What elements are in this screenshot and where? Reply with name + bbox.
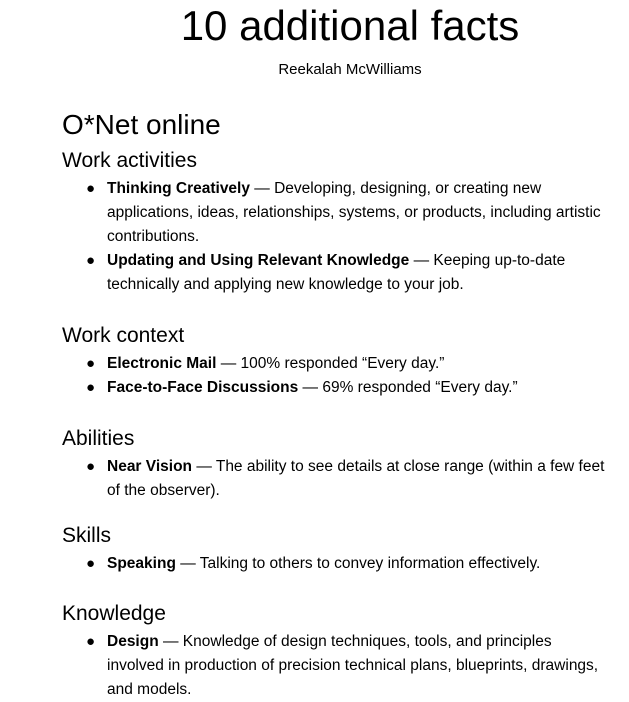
list-item — [84, 552, 612, 576]
subheading-skills: Skills — [62, 524, 112, 547]
fact-description: — Keeping up-to-date technically and applying new knowledge to your job. — [107, 252, 566, 293]
fact-description: — 100% responded “Every day.” — [216, 355, 445, 372]
bullet-icon: ● — [86, 458, 96, 475]
fact-term: Design — [107, 633, 159, 650]
fact-description: — Talking to others to convey information effectively. — [175, 555, 541, 572]
fact-description: — The ability to see details at close range (within a few feet of the observer). — [107, 458, 605, 499]
fact-term: Face-to-Face Discussions — [107, 379, 299, 396]
bullet-icon: ● — [86, 633, 96, 650]
fact-term: Speaking — [107, 555, 176, 572]
work-activities-list — [84, 177, 612, 297]
document-title: 10 additional facts — [180, 2, 520, 49]
bullet-icon: ● — [86, 180, 96, 197]
knowledge-list — [84, 630, 612, 702]
skills-list — [84, 552, 612, 576]
section-heading-onet: O*Net online — [62, 109, 221, 140]
subheading-work-context: Work context — [62, 324, 185, 347]
bullet-icon: ● — [86, 355, 96, 372]
bullet-icon: ● — [86, 252, 96, 269]
subheading-knowledge: Knowledge — [62, 602, 166, 625]
list-item — [84, 455, 612, 503]
list-item — [84, 249, 612, 297]
fact-term: Updating and Using Relevant Knowledge — [107, 252, 410, 269]
document-author: Reekalah McWilliams — [278, 61, 422, 78]
fact-term: Thinking Creatively — [107, 180, 250, 197]
fact-description: — Developing, designing, or creating new applications, ideas, relationships, systems, or products, including artistic contributions. — [107, 180, 601, 245]
abilities-list — [84, 455, 612, 503]
subheading-abilities: Abilities — [62, 427, 135, 450]
fact-description: — 69% responded “Every day.” — [298, 379, 518, 396]
list-item — [84, 630, 612, 702]
fact-description: — Knowledge of design techniques, tools, and principles involved in production of precision technical plans, blueprints, drawings, and models. — [107, 633, 599, 698]
bullet-icon: ● — [86, 379, 96, 396]
list-item — [84, 376, 612, 400]
subheading-work-activities: Work activities — [62, 149, 197, 172]
list-item — [84, 352, 612, 376]
bullet-icon: ● — [86, 555, 96, 572]
work-context-list — [84, 352, 612, 400]
fact-term: Electronic Mail — [107, 355, 217, 372]
list-item — [84, 177, 612, 249]
fact-term: Near Vision — [107, 458, 193, 475]
